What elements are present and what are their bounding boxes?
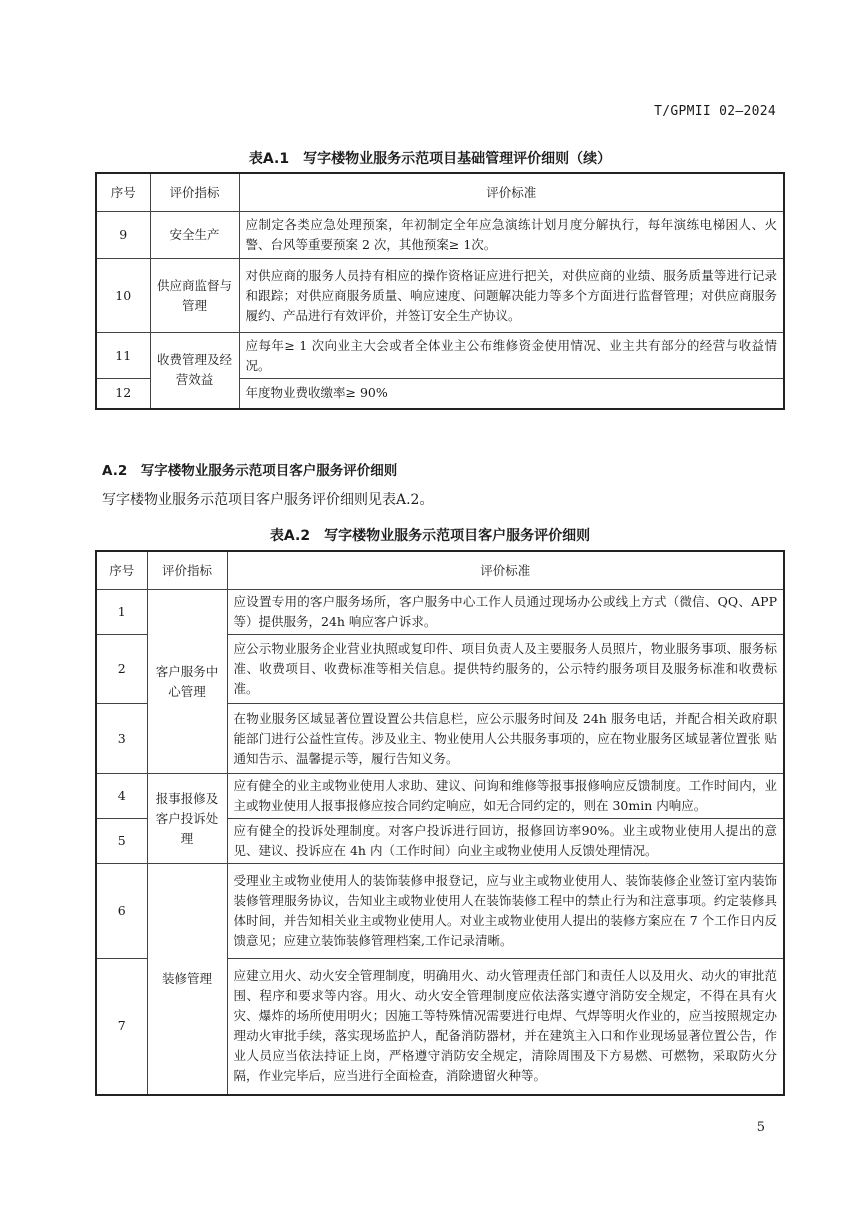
row-standard: 对供应商的服务人员持有相应的操作资格证应进行把关，对供应商的业绩、服务质量等进行记录和跟踪；对供应商服务质量、响应速度、问题解决能力等多个方面进行监督管理；对供应商服务履约、产品进行有效评价，并签订安全生产协议。: [239, 259, 784, 333]
row-standard: 应有健全的投诉处理制度。对客户投诉进行回访，报修回访率90%。业主或物业使用人提出的意见、建议、投诉应在 4h 内（工作时间）向业主或物业使用人反馈处理情况。: [227, 819, 784, 864]
section-heading: A.2 写字楼物业服务示范项目客户服务评价细则: [102, 463, 398, 479]
row-standard: 在物业服务区域显著位置设置公共信息栏，应公示服务时间及 24h 服务电话，并配合相关政府职 能部门进行公益性宣传。涉及业主、物业使用人公共服务事项的，应在物业服务区域显著位置张 贴通知告示、温馨提示等，履行告知义务。: [227, 704, 784, 774]
col-header-standard: 评价标准: [239, 173, 784, 212]
row-standard: 应每年≥ 1 次向业主大会或者全体业主公布维修资金使用情况、业主共有部分的经营与收益情况。: [239, 333, 784, 379]
table-row: [96, 333, 784, 379]
row-number: 11: [96, 333, 150, 379]
row-standard: 应制定各类应急处理预案，年初制定全年应急演练计划月度分解执行，每年演练电梯困人、火警、台风等重要预案 2 次，其他预案≥ 1次。: [239, 212, 784, 259]
table-row: [96, 212, 784, 259]
row-standard: 应公示物业服务企业营业执照或复印件、项目负责人及主要服务人员照片，物业服务事项、服务标准、收费项目、收费标准等相关信息。提供特约服务的，公示特约服务项目及服务标准和收费标准。: [227, 635, 784, 704]
row-number: 6: [96, 864, 147, 959]
row-standard: 应设置专用的客户服务场所，客户服务中心工作人员通过现场办公或线上方式（微信、QQ、APP 等）提供服务，24h 响应客户诉求。: [227, 590, 784, 635]
row-number: 4: [96, 774, 147, 819]
row-indicator: 收费管理及经营效益: [150, 333, 239, 409]
table2-header-row: [96, 551, 784, 590]
standard-code: T/GPMII 02—2024: [654, 104, 776, 119]
table-row: [96, 774, 784, 819]
row-number: 3: [96, 704, 147, 774]
row-number: 2: [96, 635, 147, 704]
table1-caption: 表A.1 写字楼物业服务示范项目基础管理评价细则（续）: [248, 151, 612, 167]
col-header-indicator: 评价指标: [147, 551, 227, 590]
row-standard: 应建立用火、动火安全管理制度，明确用火、动火管理责任部门和责任人以及用火、动火的审批范围、程序和要求等内容。用火、动火安全管理制度应依法落实遵守消防安全规定，不得在具有火灾、爆炸的场所使用明火；因施工等特殊情况需要进行电焊、气焊等明火作业的，应当按照规定办理动火审批手续，落实现场监护人，配备消防器材，并在建筑主入口和作业现场显著位置公告，作业人员应当依法持证上岗，严格遵守消防安全规定，清除周围及下方易燃、可燃物，采取防火分隔，作业完毕后，应当进行全面检查，消除遗留火种等。: [227, 959, 784, 1095]
row-standard: 应有健全的业主或物业使用人求助、建议、问询和维修等报事报修响应反馈制度。工作时间内，业主或物业使用人报事报修应按合同约定响应，如无合同约定的，则在 30min 内响应。: [227, 774, 784, 819]
col-header-standard: 评价标准: [227, 551, 784, 590]
table1: [95, 172, 785, 410]
row-number: 9: [96, 212, 150, 259]
table1-header-row: [96, 173, 784, 212]
table2-caption: 表A.2 写字楼物业服务示范项目客户服务评价细则: [269, 528, 591, 544]
row-indicator: 供应商监督与管理: [150, 259, 239, 333]
group-indicator: 报事报修及客户投诉处理: [147, 774, 227, 864]
row-number: 1: [96, 590, 147, 635]
table-row: [96, 864, 784, 959]
row-number: 5: [96, 819, 147, 864]
row-number: 10: [96, 259, 150, 333]
col-header-indicator: 评价指标: [150, 173, 239, 212]
group-indicator: 客户服务中心管理: [147, 590, 227, 774]
row-number: 12: [96, 379, 150, 409]
row-indicator: 安全生产: [150, 212, 239, 259]
table-row: [96, 259, 784, 333]
table-row: [96, 590, 784, 635]
page-number: 5: [756, 1120, 765, 1135]
col-header-no: 序号: [96, 551, 147, 590]
row-standard: 受理业主或物业使用人的装饰装修申报登记，应与业主或物业使用人、装饰装修企业签订室内装饰装修管理服务协议，告知业主或物业使用人在装饰装修工程中的禁止行为和注意事项。约定装修具体时间，并告知相关业主或物业使用人。对业主或物业使用人提出的装修方案应在 7 个工作日内反馈意见；应建立装饰装修管理档案,工作记录清晰。: [227, 864, 784, 959]
section-text: 写字楼物业服务示范项目客户服务评价细则见表A.2。: [102, 492, 434, 508]
table2: [95, 550, 785, 1096]
row-standard: 年度物业费收缴率≥ 90%: [239, 379, 784, 409]
col-header-no: 序号: [96, 173, 150, 212]
group-indicator: 装修管理: [147, 864, 227, 1095]
row-number: 7: [96, 959, 147, 1095]
